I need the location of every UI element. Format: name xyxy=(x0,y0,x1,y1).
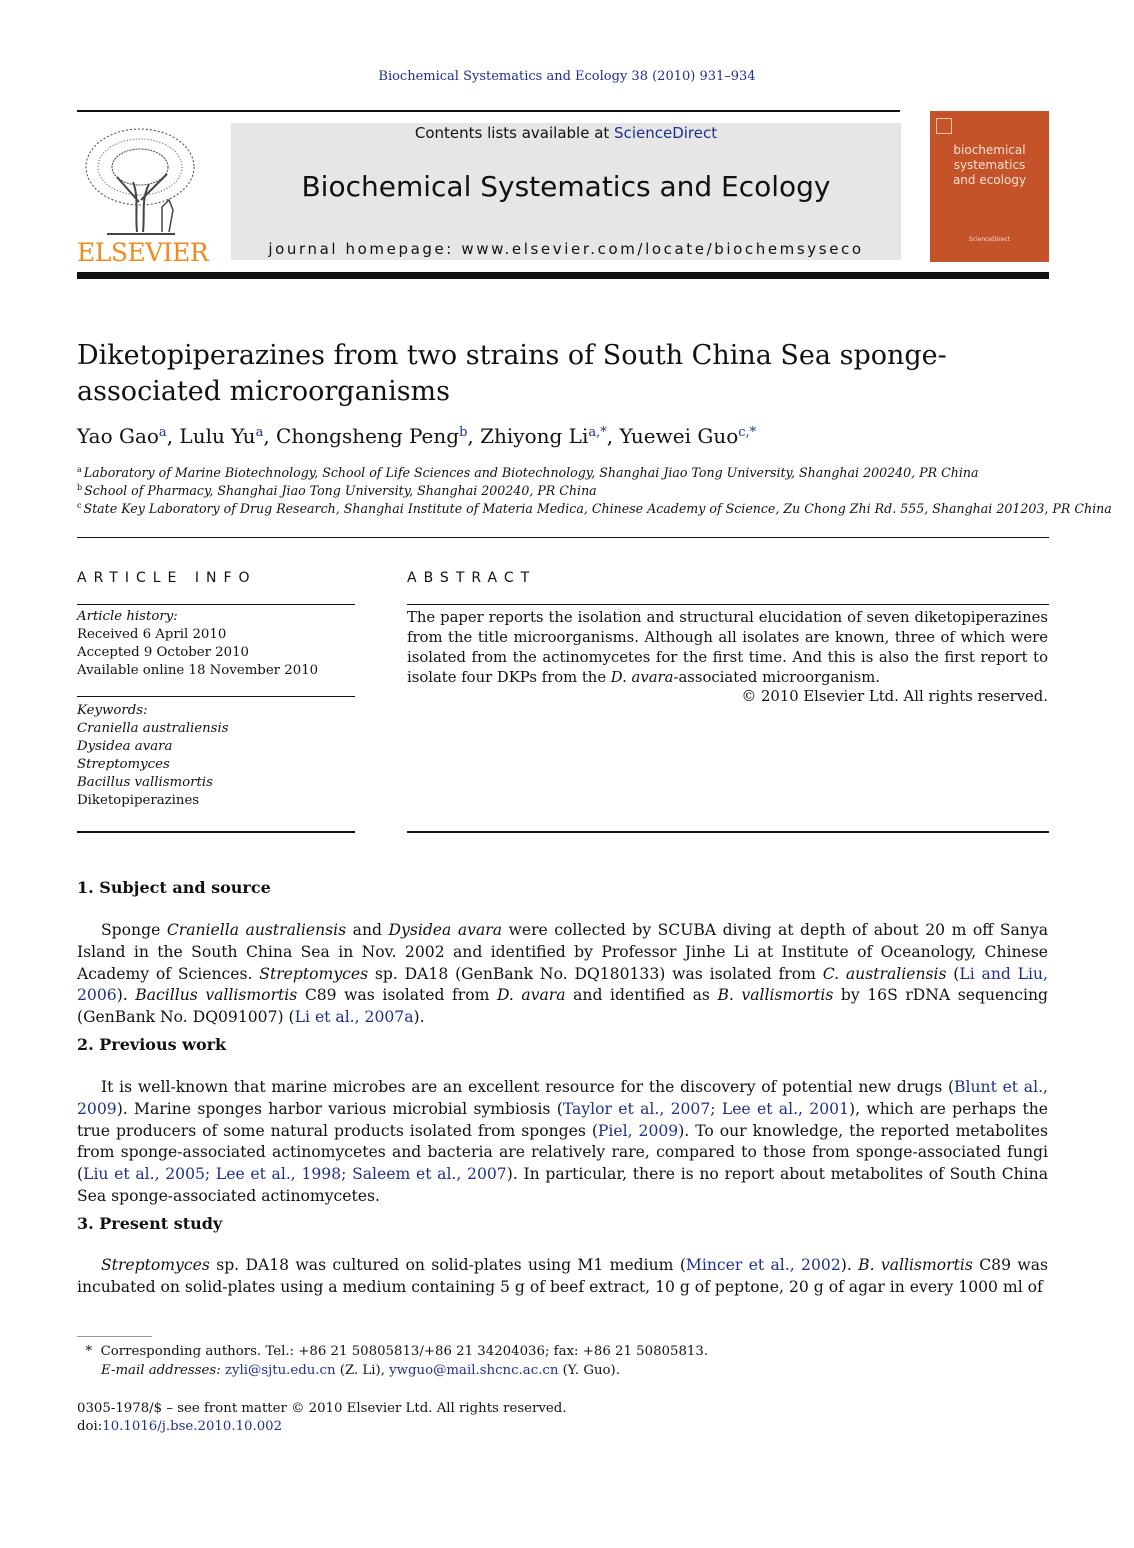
corresponding-text: Corresponding authors. Tel.: +86 21 50805813/+86 21 34204036; fax: +86 21 50805813. xyxy=(100,1344,709,1359)
abstract-text-part: The paper reports the isolation and structural elucidation of seven diketopiperazines from the title microorganisms. Although all isolates are known, three of which were isolated from the actinomycetes for the first time. And this is also the first report to isolate four DKPs from the xyxy=(407,609,1048,686)
reference-link[interactable]: Mincer et al., 2002 xyxy=(685,1256,841,1274)
species-name: Streptomyces xyxy=(259,964,369,983)
keyword: Dysidea avara xyxy=(77,739,173,754)
abstract-bottom-rule xyxy=(407,831,1049,833)
author-name: Lulu Yu xyxy=(179,424,256,448)
author-name: Chongsheng Peng xyxy=(276,424,460,448)
reference-link[interactable]: Piel, 2009 xyxy=(597,1121,679,1140)
article-info-rule xyxy=(77,696,355,697)
front-matter xyxy=(77,1400,1057,1436)
paper-title: Diketopiperazines from two strains of South China Sea sponge-associated microorganisms xyxy=(77,340,947,407)
affiliation-text: School of Pharmacy, Shanghai Jiao Tong University, Shanghai 200240, PR China xyxy=(84,483,597,498)
cover-sciencedirect: ScienceDirect xyxy=(968,236,1011,243)
author-affiliation-ref[interactable]: a xyxy=(158,425,167,440)
affiliation-a xyxy=(77,465,1057,480)
text: were collected by SCUBA diving at depth of about 20 m off Sanya Island in the South China Sea in Nov. 2002 and identified by Professor Jinhe Li at Institute of Oceanology, Chinese Academy of Sciences. xyxy=(77,921,1048,983)
abstract-heading: ABSTRACT xyxy=(407,570,537,586)
footnote-rule xyxy=(77,1336,152,1337)
author-affiliation-ref[interactable]: a xyxy=(255,425,264,440)
species-name: D. avara xyxy=(610,669,674,686)
contents-line xyxy=(231,124,901,142)
accepted-date: Accepted 9 October 2010 xyxy=(77,645,250,660)
text: ). To our knowledge, the reported metabolites from sponge-associated actinomycetes and bacteria are relatively rare, compared to those from sponge-associated fungi ( xyxy=(77,1121,1048,1184)
sciencedirect-link[interactable]: ScienceDirect xyxy=(614,124,718,142)
footnote-star: * xyxy=(85,1344,93,1359)
text: ). xyxy=(840,1256,859,1274)
abstract-copyright: © 2010 Elsevier Ltd. All rights reserved. xyxy=(741,688,1048,705)
text: ). Marine sponges harbor various microbial symbiosis ( xyxy=(116,1099,563,1118)
affiliation-key: a xyxy=(77,465,82,474)
text: and xyxy=(346,921,389,939)
keywords-block xyxy=(77,702,357,810)
text: and identified as xyxy=(565,986,718,1005)
section-1-paragraph xyxy=(77,920,1048,1029)
history-label: Article history: xyxy=(77,609,178,624)
online-date: Available online 18 November 2010 xyxy=(77,663,319,678)
reference-link[interactable]: Li et al., 2007a xyxy=(294,1008,414,1027)
email-label: E-mail addresses: xyxy=(101,1363,221,1378)
text: C89 was incubated on solid-plates using a medium containing 5 g of beef extract, 10 g of peptone, 20 g of agar in every 1000 ml of xyxy=(77,1256,1048,1296)
abstract-rule xyxy=(407,604,1049,605)
email-link[interactable]: ywguo@mail.shcnc.ac.cn xyxy=(389,1363,559,1378)
article-history xyxy=(77,608,357,680)
abstract-text xyxy=(407,608,1048,688)
header-top-rule xyxy=(77,110,900,112)
section-heading-1: 1. Subject and source xyxy=(77,878,271,897)
affiliation-text: State Key Laboratory of Drug Research, Shanghai Institute of Materia Medica, Chinese Academy of Science, Zu Chong Zhi Rd. 555, Shanghai 201203, PR China xyxy=(83,501,1112,516)
reference-link[interactable]: Li and Liu, 2006 xyxy=(77,964,1048,1005)
reference-link[interactable]: Liu et al., 2005; Lee et al., 1998; Saleem et al., 2007 xyxy=(83,1165,507,1184)
section-2-paragraph xyxy=(77,1077,1048,1208)
email-owner: (Y. Guo). xyxy=(558,1363,620,1378)
species-name: D. avara xyxy=(496,986,566,1005)
section-heading-2: 2. Previous work xyxy=(77,1035,227,1054)
species-name: Bacillus vallismortis xyxy=(135,986,298,1005)
affiliation-b xyxy=(77,483,1057,498)
article-info-bottom-rule xyxy=(77,831,355,833)
keyword: Streptomyces xyxy=(77,757,170,772)
abstract-text-part: -associated microorganism. xyxy=(673,669,880,686)
elsevier-wordmark: ELSEVIER xyxy=(77,238,209,267)
reference-link[interactable]: Taylor et al., 2007; Lee et al., 2001 xyxy=(562,1099,849,1118)
journal-title: Biochemical Systematics and Ecology xyxy=(301,170,831,203)
journal-citation[interactable]: Biochemical Systematics and Ecology 38 (2010) 931–934 xyxy=(378,69,756,84)
info-top-rule xyxy=(77,537,1049,538)
text: It is well-known that marine microbes are an excellent resource for the discovery of potential new drugs ( xyxy=(101,1078,955,1096)
species-name: Dysidea avara xyxy=(388,921,502,939)
author-name: Yuewei Guo xyxy=(619,424,739,448)
journal-homepage[interactable]: journal homepage: www.elsevier.com/locate/biochemsyseco xyxy=(268,240,864,258)
cover-line: biochemical xyxy=(953,143,1026,157)
affiliation-key: b xyxy=(77,483,83,492)
text: ). xyxy=(413,1008,425,1027)
section-3-paragraph xyxy=(77,1255,1048,1299)
keyword: Craniella australiensis xyxy=(77,721,229,736)
email-owner: (Z. Li), xyxy=(335,1363,390,1378)
text: sp. DA18 was cultured on solid-plates using M1 medium ( xyxy=(209,1256,686,1274)
cover-title xyxy=(930,143,1049,188)
email-line xyxy=(77,1361,1057,1380)
author-list: Yao Gao$^a$, Lulu Yu$^a$, Chongsheng Peng$^b$, Zhiyong $Li^{a,*}$, Yuewei Guo$^{c,*}$ xyxy=(77,424,757,448)
text: C89 was isolated from xyxy=(297,986,497,1005)
text: Sponge xyxy=(101,921,167,939)
text: ), which are perhaps the true producers of some natural products isolated from sponges ( xyxy=(77,1099,1048,1140)
author-affiliation-ref[interactable]: c,* xyxy=(738,425,757,440)
keywords-label: Keywords: xyxy=(77,703,148,718)
species-name: B. vallismortis xyxy=(858,1256,973,1274)
received-date: Received 6 April 2010 xyxy=(77,627,227,642)
article-info-rule xyxy=(77,604,355,605)
article-info-heading: ARTICLE INFO xyxy=(77,570,257,586)
header-thick-rule xyxy=(77,272,1049,279)
author-name: Zhiyong Li xyxy=(480,424,589,448)
species-name: Streptomyces xyxy=(101,1256,210,1274)
cover-publisher-icon xyxy=(936,118,952,134)
text: by 16S rDNA sequencing (GenBank No. DQ091007) ( xyxy=(77,986,1049,1027)
email-link[interactable]: zyli@sjtu.edu.cn xyxy=(224,1363,336,1378)
affiliation-text: Laboratory of Marine Biotechnology, School of Life Sciences and Biotechnology, Shanghai Jiao Tong University, Shanghai 200240, PR China xyxy=(83,465,979,480)
section-heading-3: 3. Present study xyxy=(77,1214,223,1233)
species-name: C. australiensis xyxy=(822,964,947,983)
text: ( xyxy=(946,964,960,983)
footnote xyxy=(77,1342,1057,1380)
corresponding-note xyxy=(77,1342,1057,1361)
affiliation-c xyxy=(77,501,1112,516)
species-name: B. vallismortis xyxy=(717,986,834,1005)
species-name: Craniella australiensis xyxy=(166,921,347,939)
keyword: Bacillus vallismortis xyxy=(77,775,213,790)
text: sp. DA18 (GenBank No. DQ180133) was isolated from xyxy=(368,964,823,983)
affiliation-key: c xyxy=(77,501,82,510)
author-affiliation-ref[interactable]: b xyxy=(459,425,468,440)
contents-prefix: Contents lists available at xyxy=(414,124,615,142)
cover-line: and ecology xyxy=(952,173,1027,187)
author-affiliation-ref[interactable]: a,* xyxy=(588,425,607,440)
front-matter-text: 0305-1978/$ – see front matter © 2010 Elsevier Ltd. All rights reserved. xyxy=(77,1401,567,1416)
keyword: Diketopiperazines xyxy=(77,793,200,808)
doi-line xyxy=(77,1418,1057,1436)
doi-label: doi: xyxy=(77,1419,103,1434)
author-name: Yao Gao xyxy=(77,424,159,448)
reference-link[interactable]: Blunt et al., 2009 xyxy=(77,1078,1049,1118)
text: ). xyxy=(116,986,136,1005)
cover-line: systematics xyxy=(953,158,1026,172)
doi-link[interactable]: 10.1016/j.bse.2010.10.002 xyxy=(102,1419,283,1434)
text: ). In particular, there is no report about metabolites of South China Sea sponge-associated actinomycetes. xyxy=(77,1165,1048,1205)
